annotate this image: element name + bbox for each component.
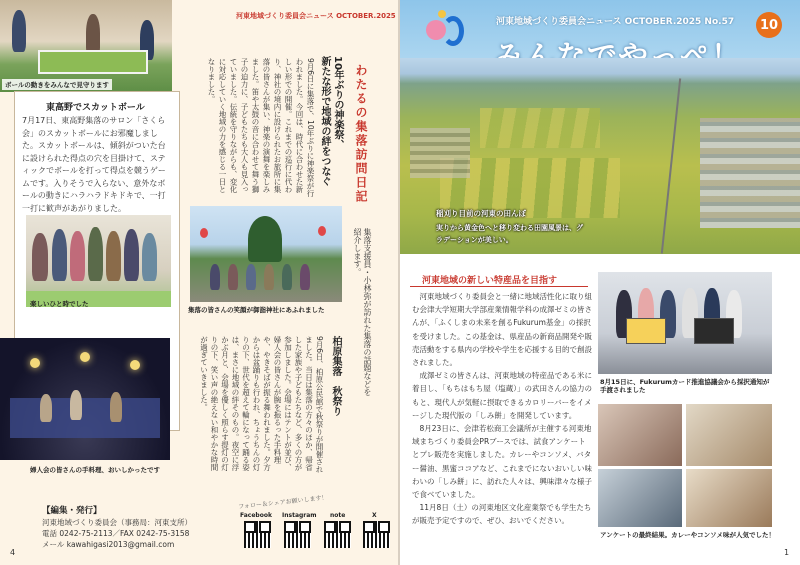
ceremony-photo	[598, 272, 772, 374]
headline-line1: 10年ぶりの神楽祭、	[332, 56, 343, 150]
note-qr-icon[interactable]	[324, 521, 351, 548]
page-number-right: 1	[784, 548, 790, 557]
aerial-caption-line1: 稲刈り目前の河東の田んぼ	[436, 209, 526, 218]
ceremony-caption: 8月15日に、Fukurumカード推進協議会から採択通知が手渡されました	[600, 378, 770, 394]
group-photo-caption: 楽しいひと時でした	[30, 300, 89, 308]
page-number-left: 4	[10, 548, 16, 557]
village-body: 9月6日、柏原公民館で秋祭りが開催されました。当日は集落の方々のほか、帰省した家族や子どもたちなど、多くの方が参加しました。会場にはテントが並び、婦人会の皆さんが腕を振るった手料理や、やきそばが振る舞われました。夕方からは盆踊りも行われ、ちょうちんの灯りの下、世代を超えて輪になって踊る姿は、まさに地域の絆そのもの。夜空に浮かぶ月と、会場を優しく照らす提灯の灯りの下、笑い声の絶えない和やかな時間が過ぎていきました。	[199, 336, 324, 474]
editor-title: 【編集・発行】	[42, 506, 102, 516]
editor-line2: 電話 0242-75-2113／FAX 0242-75-3158	[42, 529, 190, 538]
product-title: 河東地域の新しい特産品を目指す	[422, 276, 558, 286]
scout-ball-top-photo	[0, 0, 172, 92]
product-body: 河東地域づくり委員会と一緒に地域活性化に取り組む会津大学短期大学部産業情報学科の成澤ゼミの皆さんが、「ふくしまの未来を創るFukurum基金」の採択を受けました。この基金は、県産品の新商品開発や販売活動をする県内の学校や学生を応援する目的で創設されました。 成澤ゼミの皆さんは、河東地域の特産品である米に着目し、「もちはもち屋（塩蔵）」の武田さんの協力のもと、現代人が気軽に摂取できるカロリーバーをイメージした現代版の「しみ餅」を開発しています。 8月23日に、会津若松商工会議所が主催する河東地域まちづくり委員会PRブースでは、試食アンケートとプレ販売を実施しました。カレーやコンソメ、バター醤油、黒蜜ココアなど、これまでにないおいしい味わいの「しみ餅」に、訪れた人々は、興味津々な様子で食べていました。 11月8日（土）の河東地区文化産業祭でも学生たちが販売予定ですので、ぜひ、おいでください。	[412, 292, 592, 526]
series-subtitle: 集落支援員・小林弥が訪れた集落の話題などを紹介します。	[353, 228, 372, 396]
editor-line1: 河東地域づくり委員会（事務局：河東支所）	[42, 518, 192, 527]
collage-photo-2	[686, 404, 772, 466]
collage-photo-3	[598, 469, 682, 527]
kagura-body: 9月6日に集落で、10年ぶりに神楽祭が行われました。今回は、時代に合わせた新しい形での開催。これまでの巡行に代わり、神社の境内に設けられたお旅所に集落の皆さんが集い、神楽の演舞を楽しみました。笛や太鼓の音に合わせて舞う獅子の迫力に、子どもたちも大人も見入っていました。伝統を守りながらも、変化に対応していく地域の力を感じる一日となりました。	[207, 58, 315, 198]
night-photo-caption: 婦人会の皆さんの手料理、おいしかったです	[30, 466, 160, 474]
village-title: 柏原集落 秋祭り	[330, 336, 341, 416]
sns-facebook-label[interactable]: Facebook	[240, 512, 272, 519]
issue-badge-number: 10	[759, 17, 779, 33]
x-qr-icon[interactable]	[363, 521, 390, 548]
aerial-caption-line2: 実りから黄金色へと移り変わる田園風景は、グラデーションが美しい。	[436, 224, 583, 244]
sns-note-label[interactable]: note	[330, 512, 346, 519]
scout-title: 東高野でスカットボール	[46, 103, 145, 113]
follow-label: フォロー＆シェアお願いします！	[237, 494, 328, 511]
kagura-photo	[190, 206, 342, 302]
collage-photo-4	[686, 469, 772, 527]
instagram-qr-icon[interactable]	[284, 521, 311, 548]
right-page	[400, 0, 800, 565]
kagura-headline	[318, 56, 344, 206]
mascot-logo-icon	[420, 6, 472, 60]
top-photo-caption: ボールの動きをみんなで見守ります	[2, 79, 112, 90]
headline-line2: 新たな形で地域の絆をつなぐ	[319, 56, 330, 186]
header-label: 河東地域づくり委員会ニュース OCTOBER.2025 No.57	[496, 17, 735, 27]
collage-caption: アンケートの最終結果。カレーやコンソメ味が人気でした！	[600, 531, 775, 539]
title-rule	[410, 286, 588, 287]
page-header: 河東地域づくり委員会ニュース OCTOBER.2025	[236, 12, 396, 20]
collage-photo-1	[598, 404, 682, 466]
left-page	[0, 0, 398, 565]
scout-body: 7月17日、東高野集落のサロン「さくら会」のスカットボールにお邪魔しました。スカットボールは、傾斜がついた台に設けられた得点の穴を目掛けて、スティックでボールを打って得点を競うゲームです。入りそうで入らない、意外なボールの動きにハラハラドキドキで、一打一打に歓声があがりました。	[22, 116, 166, 213]
group-photo	[26, 215, 171, 307]
sns-x-label[interactable]: X	[372, 512, 377, 519]
kagura-photo-caption: 集落の皆さんの笑顔が御詣神社にあふれました	[188, 306, 325, 314]
sns-instagram-label[interactable]: Instagram	[282, 512, 317, 519]
series-title: わたるの集落訪問日記	[354, 64, 368, 204]
facebook-qr-icon[interactable]	[244, 521, 271, 548]
issue-badge	[756, 12, 782, 38]
editor-line3: メール kawahigasi2013@gmail.com	[42, 540, 175, 549]
night-festival-photo	[0, 338, 170, 460]
